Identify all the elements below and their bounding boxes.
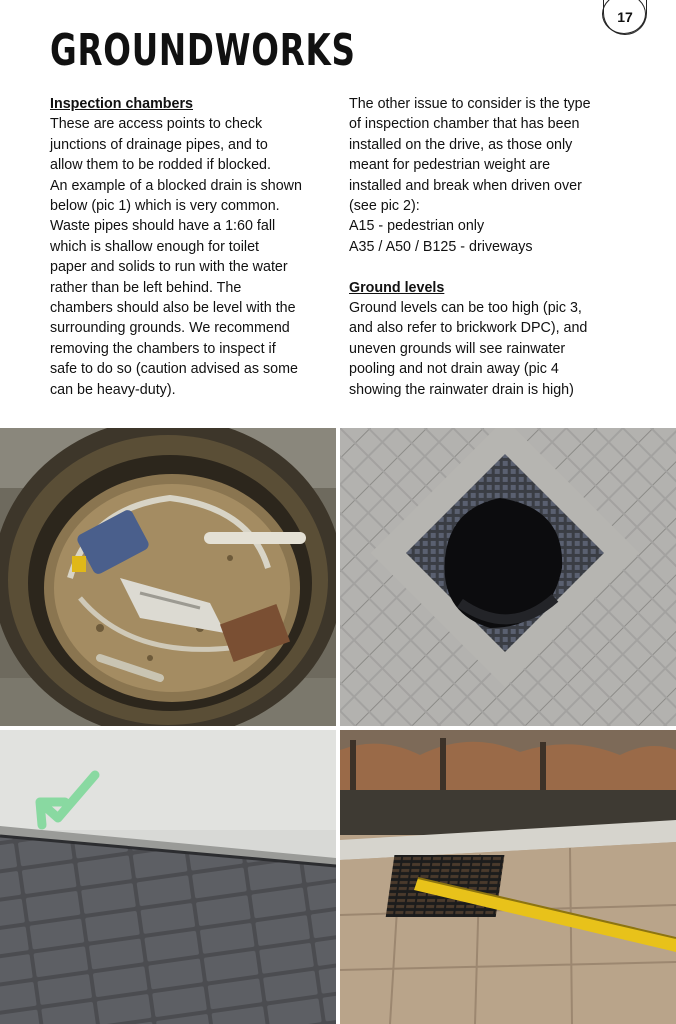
text-line: installed and break when driven over: [349, 177, 582, 194]
text-line: A15 - pedestrian only: [349, 218, 485, 235]
text-line: removing the chambers to inspect if: [50, 340, 276, 357]
text-line: rather than be left behind. The: [50, 279, 242, 296]
text-line: chambers should also be level with the: [50, 300, 296, 317]
text-line: The other issue to consider is the type: [349, 96, 591, 112]
text-line: allow them to be rodded if blocked.: [50, 157, 271, 174]
text-line: showing the rainwater drain is high): [349, 381, 574, 398]
text-line: These are access points to check: [50, 116, 263, 133]
text-line: surrounding grounds. We recommend: [50, 320, 290, 337]
left-text-column: [50, 94, 335, 400]
photo-blocked-drain: [0, 428, 336, 726]
text-line: safe to do so (caution advised as some: [50, 361, 298, 378]
photo-raised-rainwater-drain: [340, 730, 676, 1024]
page-title: GROUNDWORKS: [50, 25, 356, 76]
page-number-badge: [603, 0, 647, 35]
text-line: meant for pedestrian weight are: [349, 157, 551, 174]
text-line: uneven grounds will see rainwater: [349, 340, 566, 357]
text-line: paper and solids to run with the water: [50, 259, 288, 276]
text-line: (see pic 2):: [349, 198, 420, 215]
text-line: A35 / A50 / B125 - driveways: [349, 238, 533, 255]
photo-high-ground-level: [0, 730, 336, 1024]
inspection-chambers-heading: Inspection chambers: [50, 96, 194, 112]
text-line: of inspection chamber that has been: [349, 116, 580, 133]
paragraph-gap: [349, 257, 634, 277]
page-number: 17: [617, 9, 633, 25]
text-line: Waste pipes should have a 1:60 fall: [50, 218, 276, 235]
text-line: pooling and not drain away (pic 4: [349, 361, 559, 378]
text-line: which is shallow enough for toilet: [50, 238, 260, 255]
text-line: and also refer to brickwork DPC), and: [349, 320, 588, 337]
photo-broken-chamber: [340, 428, 676, 726]
text-line: can be heavy-duty).: [50, 381, 176, 398]
text-line: below (pic 1) which is very common.: [50, 198, 280, 215]
text-line: junctions of drainage pipes, and to: [50, 136, 268, 153]
right-text-column: [349, 94, 634, 400]
ground-levels-heading: Ground levels: [349, 279, 445, 296]
text-line: Ground levels can be too high (pic 3,: [349, 300, 582, 317]
text-line: installed on the drive, as those only: [349, 136, 573, 153]
text-line: An example of a blocked drain is shown: [50, 177, 302, 194]
